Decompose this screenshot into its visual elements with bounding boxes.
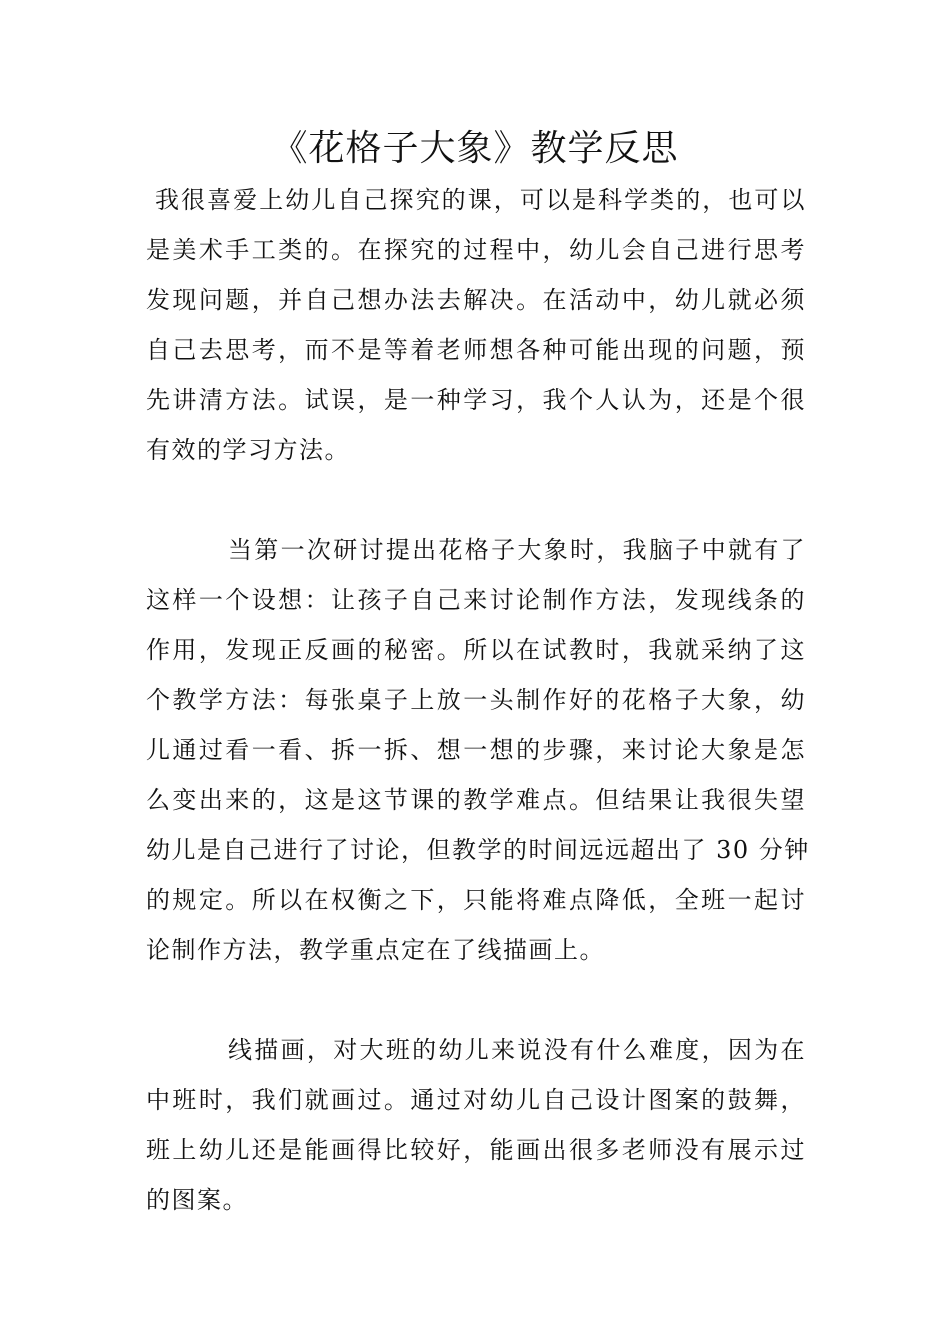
- paragraph-line: 先讲清方法。试误，是一种学习，我个人认为，还是个很: [146, 386, 806, 414]
- paragraph-line: 这样一个设想：让孩子自己来讨论制作方法，发现线条的: [146, 586, 806, 614]
- paragraph-line: 的图案。: [146, 1186, 248, 1214]
- paragraph-line: 自己去思考，而不是等着老师想各种可能出现的问题，预: [146, 336, 806, 364]
- document-title: 《花格子大象》教学反思: [271, 128, 679, 169]
- paragraph-line: 作用，发现正反画的秘密。所以在试教时，我就采纳了这: [146, 636, 806, 664]
- paragraph-line: 么变出来的，这是这节课的教学难点。但结果让我很失望: [146, 786, 806, 814]
- paragraph-line: 当第一次研讨提出花格子大象时，我脑子中就有了: [228, 536, 806, 564]
- paragraph-line: 儿通过看一看、拆一拆、想一想的步骤，来讨论大象是怎: [146, 736, 806, 764]
- paragraph-line: 的规定。所以在权衡之下，只能将难点降低，全班一起讨: [146, 886, 806, 914]
- paragraph-line: 个教学方法：每张桌子上放一头制作好的花格子大象，幼: [146, 686, 806, 714]
- paragraph-line: 幼儿是自己进行了讨论，但教学的时间远远超出了 30 分钟: [146, 836, 810, 864]
- paragraph-line: 是美术手工类的。在探究的过程中，幼儿会自己进行思考: [146, 236, 806, 264]
- paragraph-line: 线描画，对大班的幼儿来说没有什么难度，因为在: [228, 1036, 806, 1064]
- paragraph-line: 发现问题，并自己想办法去解决。在活动中，幼儿就必须: [146, 286, 806, 314]
- paragraph-line: 班上幼儿还是能画得比较好，能画出很多老师没有展示过: [146, 1136, 806, 1164]
- paragraph-line: 中班时，我们就画过。通过对幼儿自己设计图案的鼓舞，: [146, 1086, 806, 1114]
- paragraph-line: 我很喜爱上幼儿自己探究的课，可以是科学类的，也可以: [155, 186, 806, 214]
- paragraph-line: 论制作方法，教学重点定在了线描画上。: [146, 936, 605, 964]
- paragraph-line: 有效的学习方法。: [146, 436, 350, 464]
